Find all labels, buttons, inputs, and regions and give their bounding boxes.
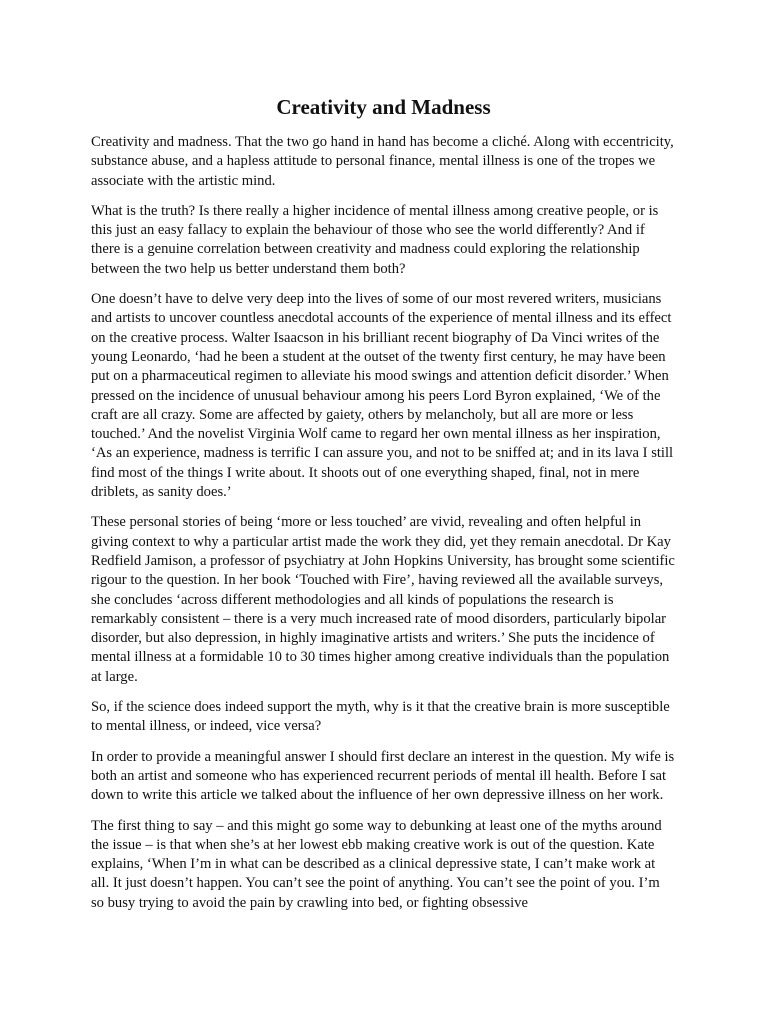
document-title: Creativity and Madness <box>276 95 491 119</box>
paragraph-7: The first thing to say – and this might go some way to debunking at least one of the myths around the issue – is that when she’s at her lowest ebb making creative work is out of the question. Kate explains, ‘When I’m in what can be described as a clinical depressive state, I can’t make work at all. It just doesn’t happen. You can’t see the point of anything. You can’t see the point of you. I’m so busy trying to avoid the pain by crawling into bed, or fighting obsessive <box>91 817 662 911</box>
paragraph-4: These personal stories of being ‘more or less touched’ are vivid, revealing and often helpful in giving context to why a particular artist made the work they did, yet they remain anecdotal. Dr Kay Redfield Jamison, a professor of psychiatry at John Hopkins University, has brought some scientific rigour to the question. In her book ‘Touched with Fire’, having reviewed all the available surveys, she concludes ‘across different methodologies and all kinds of populations the research is remarkably consistent – there is a very much increased rate of mood disorders, particularly bipolar disorder, but also depression, in highly imaginative artists and writers.’ She puts the incidence of mental illness at a formidable 10 to 30 times higher among creative individuals than the population at large. <box>91 514 675 685</box>
paragraph-6: In order to provide a meaningful answer I should first declare an interest in the question. My wife is both an artist and someone who has experienced recurrent periods of mental ill health. Before I sat down to write this article we talked about the influence of her own depressive illness on her work. <box>91 748 675 804</box>
paragraph-5: So, if the science does indeed support the myth, why is it that the creative brain is more susceptible to mental illness, or indeed, vice versa? <box>91 699 670 735</box>
paragraph-2: What is the truth? Is there really a higher incidence of mental illness among creative people, or is this just an easy fallacy to explain the behaviour of those who see the world differently? And if there is a genuine correlation between creativity and madness could exploring the relationship between the two help us better understand them both? <box>91 202 659 277</box>
paragraph-1: Creativity and madness. That the two go hand in hand has become a cliché. Along with eccentricity, substance abuse, and a hapless attitude to personal finance, mental illness is one of the tropes we associate with the artistic mind. <box>91 134 674 189</box>
paragraph-3: One doesn’t have to delve very deep into the lives of some of our most revered writers, musicians and artists to uncover countless anecdotal accounts of the experience of mental illness and its effect on the creative process. Walter Isaacson in his brilliant recent biography of Da Vinci writes of the young Leonardo, ‘had he been a student at the outset of the twenty first century, he may have been put on a pharmaceutical regimen to alleviate his mood swings and attention deficit disorder.’ When pressed on the incidence of unusual behaviour among his peers Lord Byron explained, ‘We of the craft are all crazy. Some are affected by gaiety, others by melancholy, but all are more or less touched.’ And the novelist Virginia Wolf came to regard her own mental illness as her inspiration, ‘As an experience, madness is terrific I can assure you, and not to be sniffed at; and in its lava I still find most of the things I write about. It shoots out of one everything shaped, final, not in mere driblets, as sanity does.’ <box>91 291 674 501</box>
